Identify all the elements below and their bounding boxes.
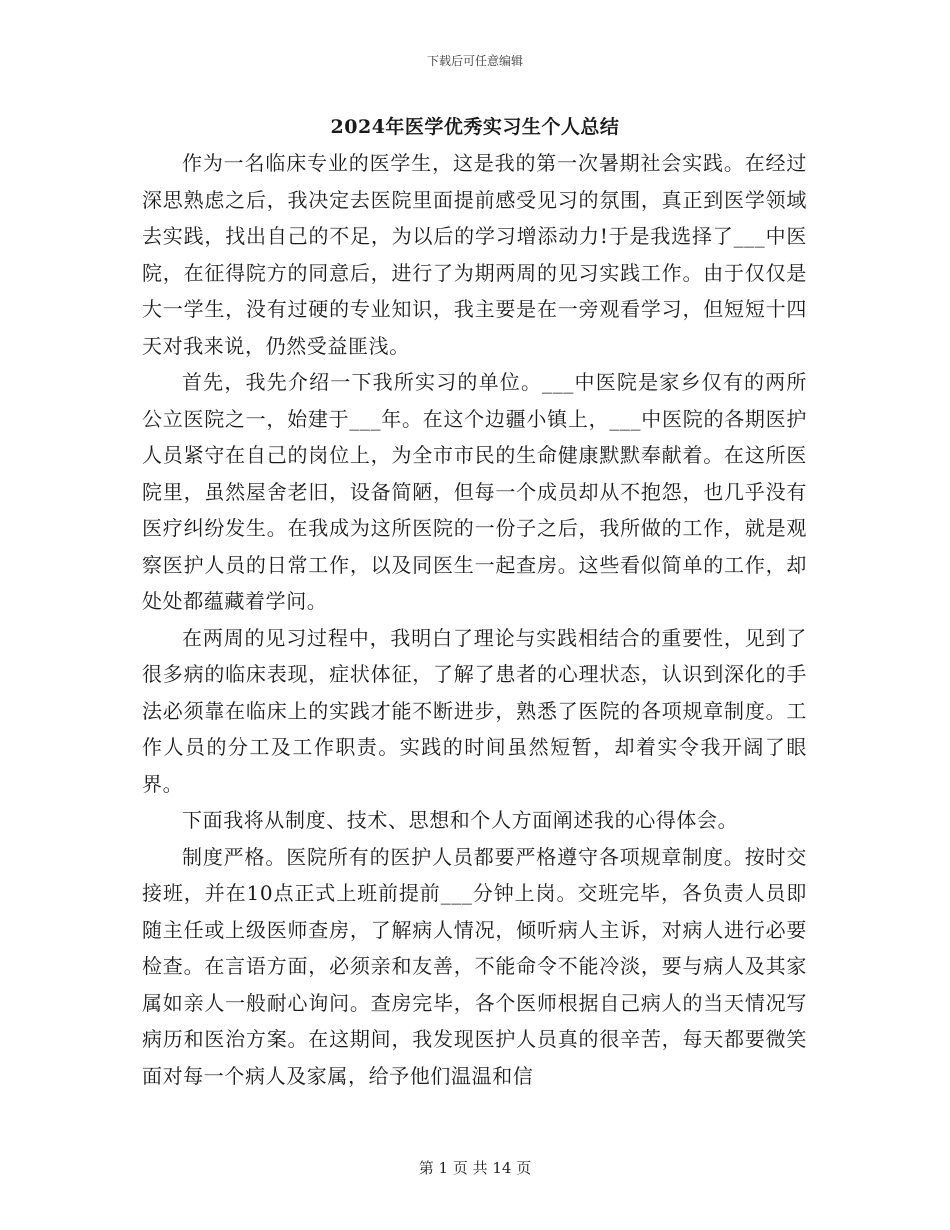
header-note: 下载后可任意编辑 (426, 54, 523, 68)
paragraph: 在两周的见习过程中，我明白了理论与实践相结合的重要性，见到了很多病的临床表现，症状体征，了解了患者的心理状态，认识到深化的手法必须靠在临床上的实践才能不断进步，熟悉了医院的各项规章制度。工作人员的分工及工作职责。实践的时间虽然短暂，却着实令我开阔了眼界。 (142, 625, 807, 796)
document-body (142, 145, 807, 1094)
page-number: 第 1 页 共 14 页 (418, 1159, 532, 1177)
paragraph: 作为一名临床专业的医学生，这是我的第一次暑期社会实践。在经过深思熟虑之后，我决定去医院里面提前感受见习的氛围，真正到医学领域去实践，找出自己的不足，为以后的学习增添动力!于是我选择了___中医院，在征得院方的同意后，进行了为期两周的见习实践工作。由于仅仅是大一学生，没有过硬的专业知识，我主要是在一旁观看学习，但短短十四天对我来说，仍然受益匪浅。 (142, 151, 807, 358)
document-title: 2024年医学优秀实习生个人总结 (330, 116, 620, 138)
paragraph: 首先，我先介绍一下我所实习的单位。___中医院是家乡仅有的两所公立医院之一，始建于___年。在这个边疆小镇上，___中医院的各期医护人员紧守在自己的岗位上，为全市市民的生命健康默默奉献着。在这所医院里，虽然屋舍老旧，设备简陋，但每一个成员却从不抱怨，也几乎没有医疗纠纷发生。在我成为这所医院的一份子之后，我所做的工作，就是观察医护人员的日常工作，以及同医生一起查房。这些看似简单的工作，却处处都蕴藏着学问。 (142, 370, 807, 613)
paragraph: 下面我将从制度、技术、思想和个人方面阐述我的心得体会。 (182, 808, 739, 832)
paragraph: 制度严格。医院所有的医护人员都要严格遵守各项规章制度。按时交接班，并在10点正式上班前提前___分钟上岗。交班完毕，各负责人员即随主任或上级医师查房，了解病人情况，倾听病人主诉，对病人进行必要检查。在言语方面，必须亲和友善，不能命令不能冷淡，要与病人及其家属如亲人一般耐心询问。查房完毕，各个医师根据自己病人的当天情况写病历和医治方案。在这期间，我发现医护人员真的很辛苦，每天都要微笑面对每一个病人及家属，给予他们温温和信 (142, 844, 807, 1088)
